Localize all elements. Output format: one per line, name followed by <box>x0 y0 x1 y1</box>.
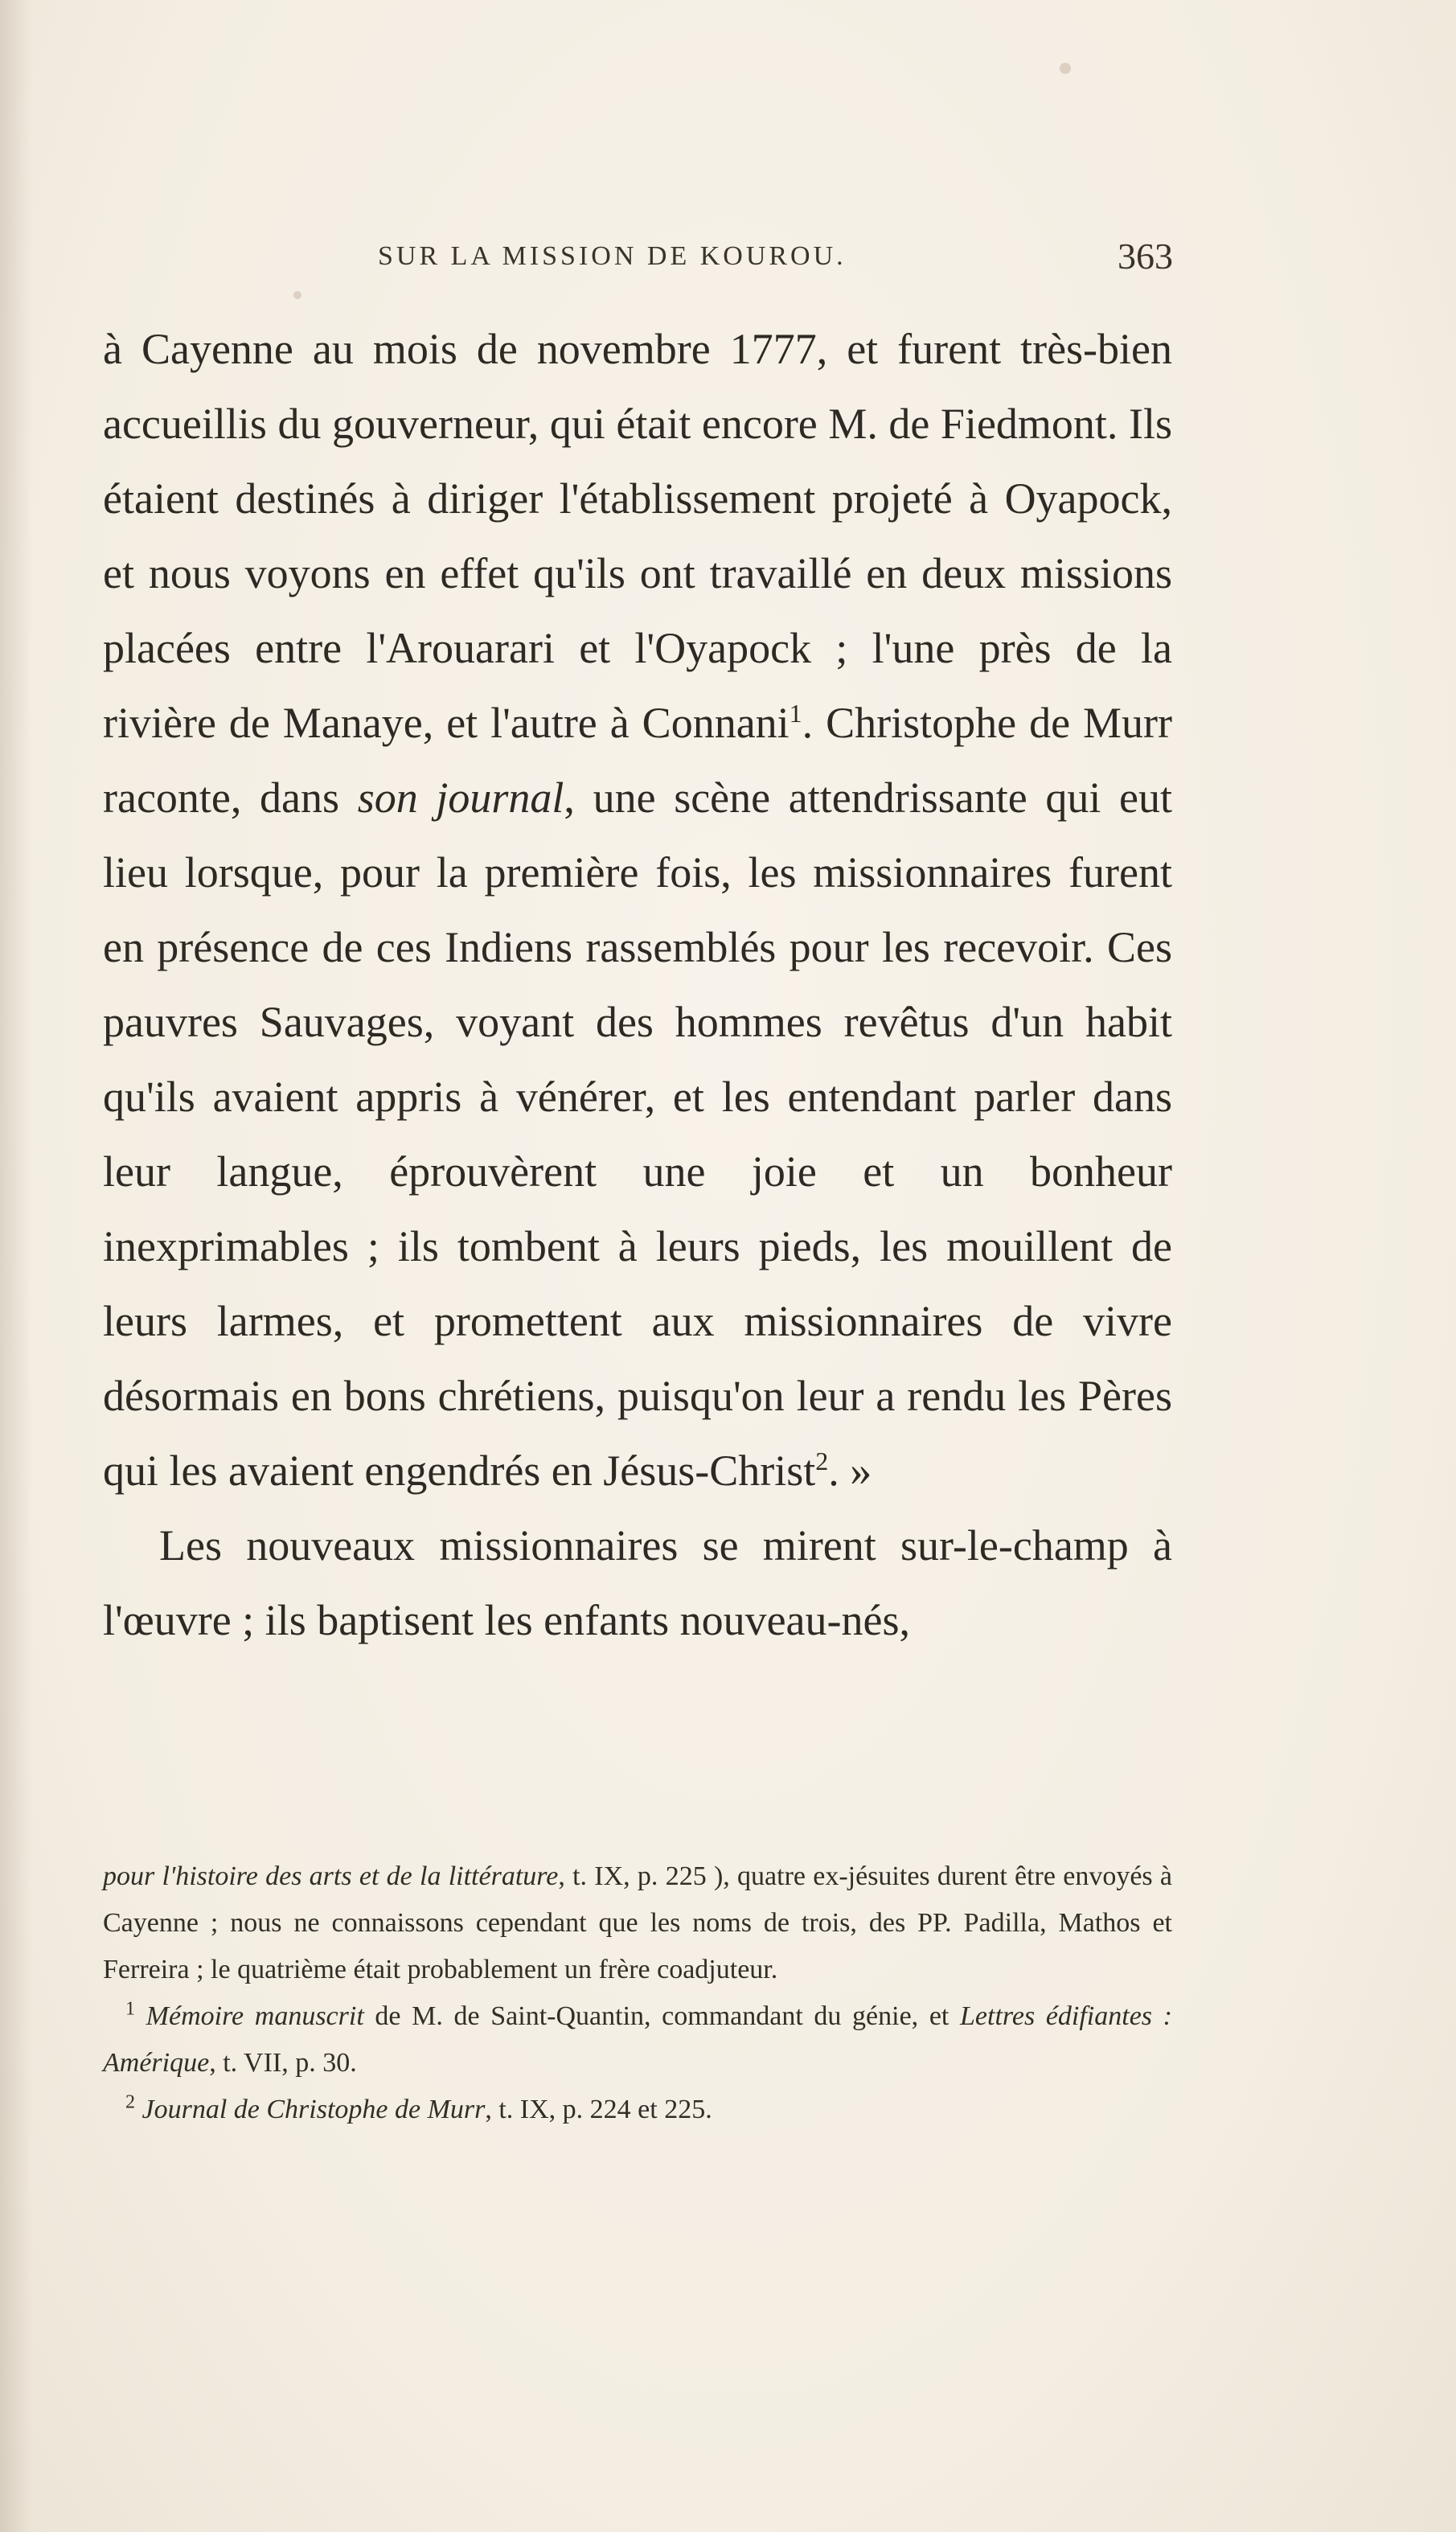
text-run: de M. de Saint-Quantin, commandant du génie, et <box>363 2001 960 2031</box>
page-number: 363 <box>1118 236 1173 277</box>
text-run: , t. IX, p. 225 ), quatre ex-jésuites durent être envoyés à Cayenne ; nous ne connaissons cependant que les noms de trois, des PP. Padilla, Mathos et Ferreira ; le quatrième était probablement un frère coadjuteur. <box>103 1861 1172 1984</box>
italic-text: pour l'histoire des arts et de la littérature <box>103 1861 559 1891</box>
text-run: , une scène attendrissante qui eut lieu lorsque, pour la première fois, les missionnaires furent en présence de ces Indiens rassemblés pour les recevoir. Ces pauvres Sauvages, voyant des hommes revêtus d'un habit qu'ils avaient appris à vénérer, et les entendant parler dans leur langue, éprouvèrent une joie et un bonheur inexprimables ; ils tombent à leurs pieds, les mouillent de leurs larmes, et promettent aux missionnaires de vivre désormais en bons chrétiens, puisqu'on leur a rendu les Pères qui les avaient engendrés en Jésus-Christ <box>103 774 1172 1495</box>
footnote-marker: 1 <box>789 699 802 728</box>
page-edge-shadow <box>0 0 32 2532</box>
italic-text: son journal <box>357 774 564 822</box>
text-run: à Cayenne au mois de novembre 1777, et furent très-bien accueillis du gouverneur, qui était encore M. de Fiedmont. Ils étaient destinés à diriger l'établissement projeté à Oyapock, et nous voyons en effet qu'ils ont travaillé en deux missions placées entre l'Arouarari et l'Oyapock ; l'une près de la rivière de Manaye, et l'autre à Connani <box>103 325 1172 747</box>
text-run: . » <box>828 1447 872 1495</box>
paragraph <box>103 1508 1172 1658</box>
footnote-marker: 1 <box>125 1998 135 2020</box>
italic-text: Lettres édifiantes : Amérique <box>103 2001 1172 2078</box>
paper-spot <box>1060 63 1071 74</box>
footnotes <box>103 1853 1172 2133</box>
paper-spot <box>293 291 301 299</box>
footnote-marker: 2 <box>125 2091 135 2113</box>
text-run: . Christophe de Murr raconte, dans <box>103 699 1173 822</box>
running-head: SUR LA MISSION DE KOUROU. <box>378 241 847 271</box>
footnote-marker: 2 <box>815 1447 829 1475</box>
footnote-2 <box>103 2087 1172 2133</box>
italic-text: Journal de Christophe de Murr <box>141 2095 486 2124</box>
footnote-continuation <box>103 1853 1172 1993</box>
footnote-1 <box>103 1993 1172 2087</box>
text-run: Les nouveaux missionnaires se mirent sur-le-champ à l'œuvre ; ils baptisent les enfants nouveau-nés, <box>103 1521 1172 1644</box>
text-run: , t. VII, p. 30. <box>209 2048 357 2078</box>
italic-text: Mémoire manuscrit <box>146 2001 364 2031</box>
main-text <box>103 312 1172 1658</box>
paragraph <box>103 312 1172 1508</box>
text-run: , t. IX, p. 224 et 225. <box>485 2095 712 2124</box>
